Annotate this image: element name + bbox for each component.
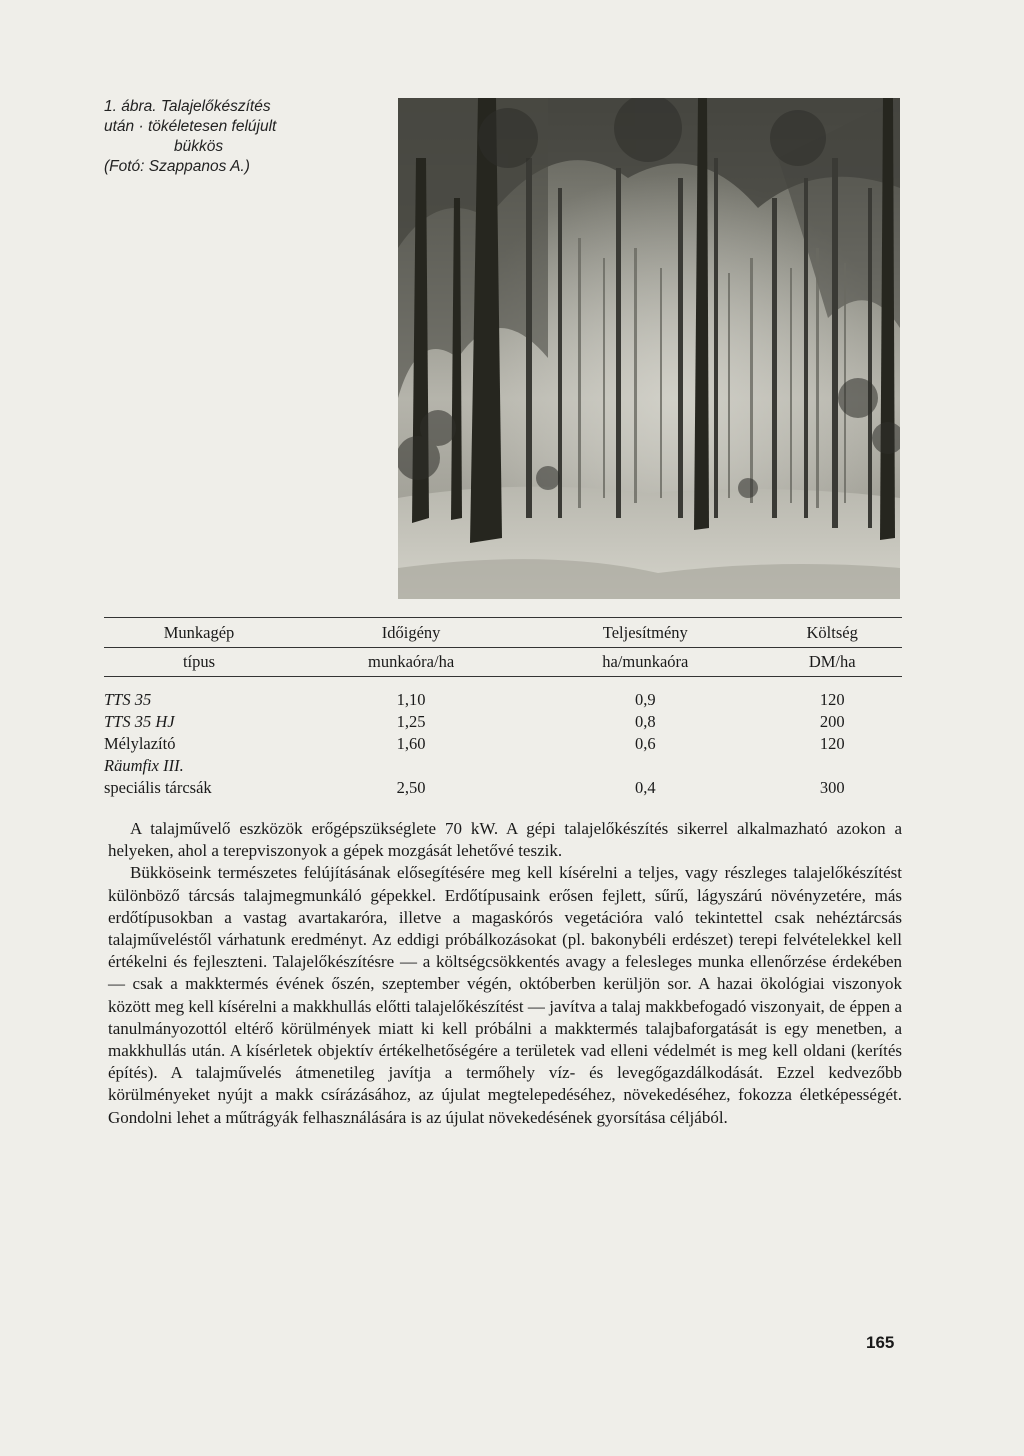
table-header-row	[104, 648, 902, 677]
cell-cost: 200	[819, 712, 845, 731]
cell-machine: TTS 35 HJ	[104, 712, 175, 731]
cell-performance: 0,4	[634, 778, 656, 797]
forest-photo	[398, 98, 900, 599]
cell-machine: Räumfix III.	[104, 756, 184, 775]
table-row	[104, 755, 902, 777]
figure-caption	[104, 97, 394, 177]
table-row	[104, 711, 902, 733]
header-cell: Munkagép	[104, 618, 294, 648]
header-cell: Költség	[762, 618, 902, 648]
header-cell: ha/munkaóra	[528, 648, 762, 677]
cell-cost: 300	[819, 778, 845, 797]
cell-machine: speciális tárcsák	[104, 778, 212, 797]
table-row	[104, 777, 902, 799]
cell-time: 1,60	[396, 734, 426, 753]
paragraph: Bükköseink természetes felújításának elősegítésére meg kell kísérelni a teljes, vagy részleges talajelőkészítést különböző tárcsás talajmegmunkáló gépekkel. Erdőtípusaink erősen fejlett, sűrű, lágyszárú növényzetére, más erdőtípusokban a vastag avartakaróra, illetve a magaskórós vegetációra való tekintettel csak nehéztárcsás talajműveléstől várhatunk eredményt. Az eddigi próbálkozásokat (pl. bakonybéli erdészet) terepi felvételekkel kell értékelni és fejleszteni. Talajelőkészítésre — a költségcsökkentés avagy a felesleges munka ellenőrzése érdekében — csak a makktermés évének őszén, szeptember végén, októberben kerüljön sor. A hazai ökológiai viszonyok között meg kell kísérelni a makkhullás előtti talajelőkészítést — javítva a talaj makkbefogadó viszonyait, de éppen a tanulmányozottól eltérő körülmények miatt ki kell próbálni a makktermés talajbaforgatását is egy menetben, a makkhullás után. A kísérletek objektív értékelhetőségére a területek vad elleni védelmét is meg kell oldani (kerítés építés). A talajművelés átmenetileg javítja a termőhely víz- és levegőgazdálkodását. Ezzel kedvezőbb körülményeket nyújt a makk csírázásához, az újulat megtelepedéséhez, növekedéséhez, fokozza életképességét. Gondolni lehet a műtrágyák felhasználására is az újulat növekedésének gyorsítása céljából.	[108, 863, 902, 1127]
paragraph: A talajművelő eszközök erőgépszükséglete 70 kW. A gépi talajelőkészítés sikerrel alkalmazható azokon a helyeken, ahol a terepviszonyok a gépek mozgását lehetővé teszik.	[108, 819, 902, 861]
cell-cost	[762, 755, 902, 777]
cell-time	[294, 755, 528, 777]
header-cell: Időigény	[294, 618, 528, 648]
forest-photo-image	[398, 98, 900, 599]
cell-machine: TTS 35	[104, 690, 152, 709]
header-cell: típus	[104, 648, 294, 677]
cell-time: 2,50	[396, 778, 426, 797]
cell-machine: Mélylazító	[104, 734, 176, 753]
header-cell: munkaóra/ha	[294, 648, 528, 677]
header-cell: DM/ha	[762, 648, 902, 677]
cell-performance: 0,9	[634, 690, 656, 709]
cell-time: 1,10	[396, 690, 426, 709]
table-row	[104, 733, 902, 755]
caption-line: (Fotó: Szappanos A.)	[104, 158, 250, 175]
table-header-row	[104, 618, 902, 648]
cell-cost: 120	[819, 690, 845, 709]
caption-line: bükkös	[174, 138, 224, 155]
caption-line: után · tökéletesen felújult	[104, 118, 277, 135]
header-cell: Teljesítmény	[528, 618, 762, 648]
cell-cost: 120	[819, 734, 845, 753]
cell-performance: 0,6	[634, 734, 656, 753]
page-number: 165	[866, 1333, 895, 1352]
body-text	[108, 818, 902, 1129]
cell-time: 1,25	[396, 712, 426, 731]
cell-performance: 0,8	[634, 712, 656, 731]
cell-performance	[528, 755, 762, 777]
machinery-table	[104, 617, 902, 799]
table-row	[104, 689, 902, 711]
caption-line: 1. ábra. Talajelőkészítés	[104, 98, 271, 115]
